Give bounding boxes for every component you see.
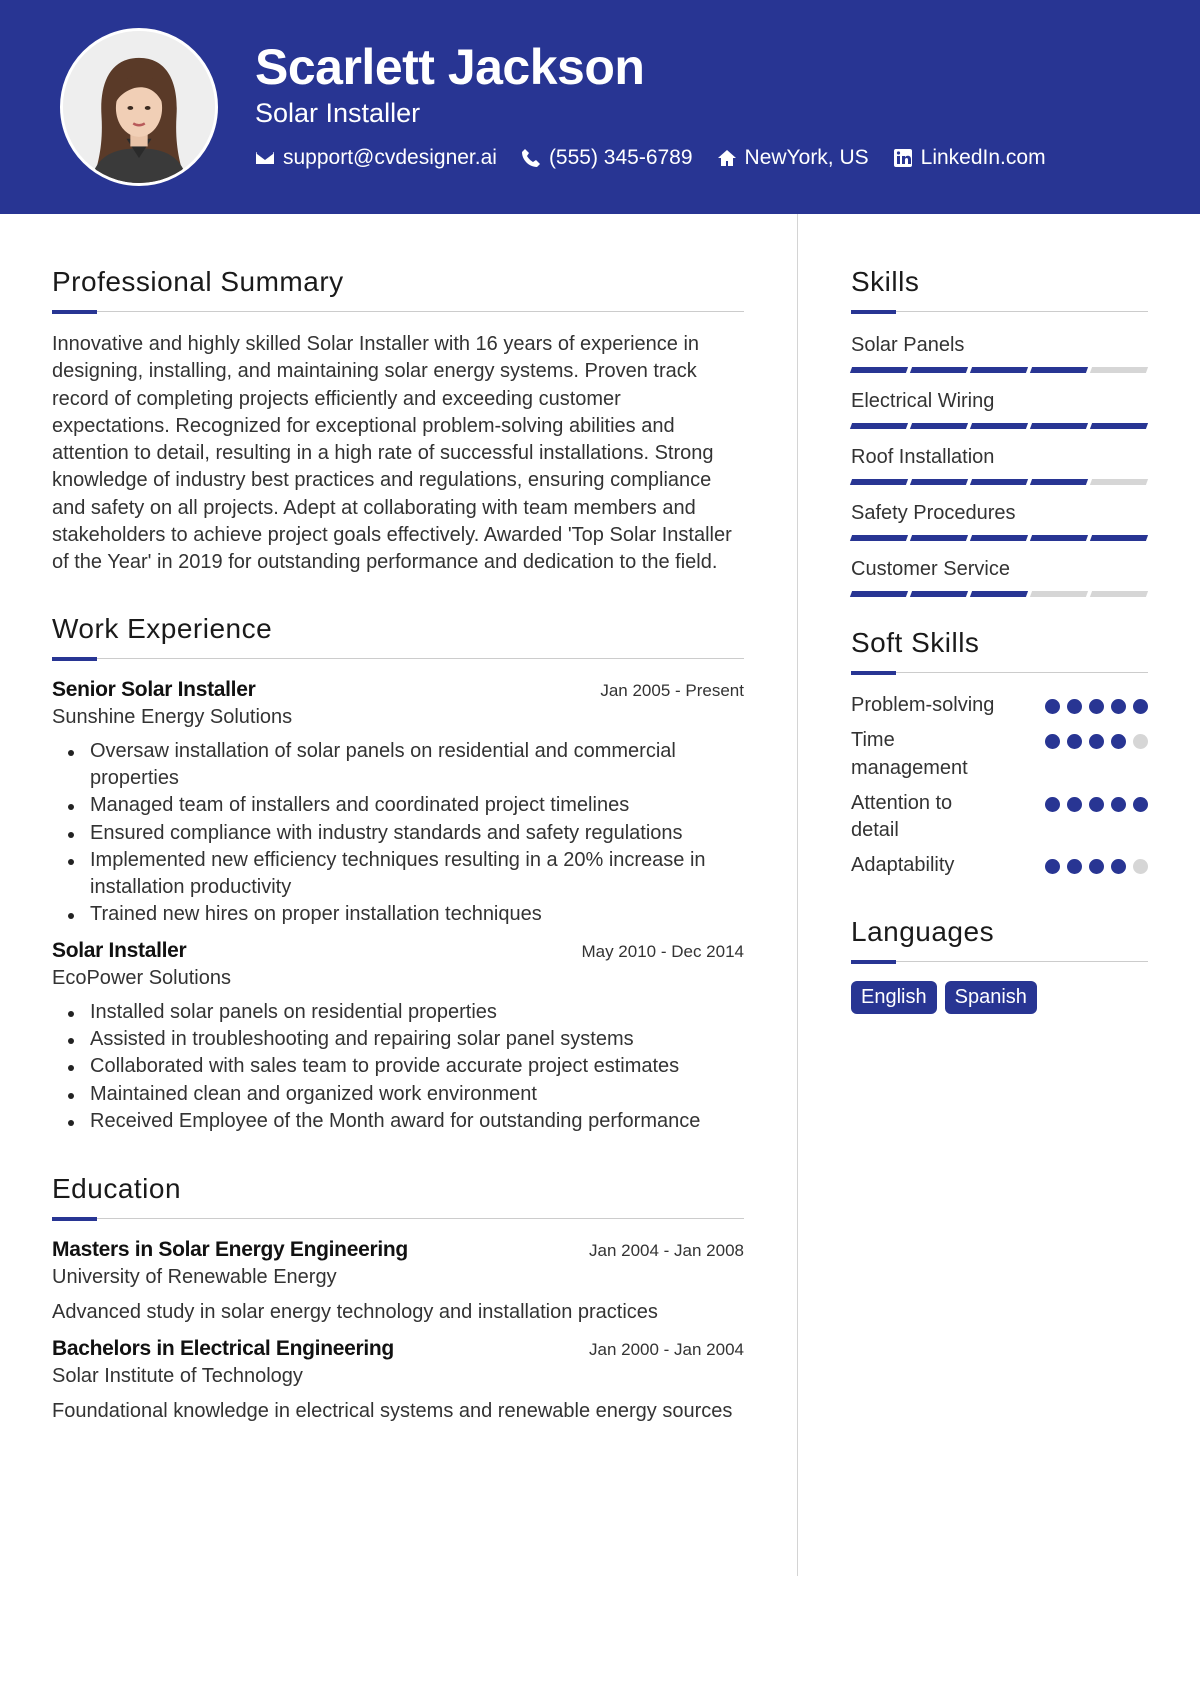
- education-description: Foundational knowledge in electrical systems and renewable energy sources: [52, 1399, 733, 1422]
- rating-dot: [1045, 734, 1060, 749]
- skill-name: Customer Service: [851, 558, 1010, 580]
- skill-level-bar: [851, 479, 1148, 485]
- list-item: Managed team of installers and coordinated project timelines: [52, 792, 744, 819]
- job-title: Solar Installer: [255, 98, 421, 128]
- language-tags: [851, 981, 1148, 1014]
- header-banner: [0, 0, 1200, 214]
- section-rule: [52, 310, 744, 313]
- contact-linkedin[interactable]: [893, 146, 1046, 170]
- skill-level-segment: [970, 535, 1028, 541]
- skill-level-segment: [970, 367, 1028, 373]
- skill-level-segment: [910, 423, 968, 429]
- skill-item: [851, 555, 1148, 597]
- skill-level-segment: [1030, 535, 1088, 541]
- skill-level-segment: [1090, 367, 1148, 373]
- contact-email-text: support@cvdesigner.ai: [283, 146, 497, 169]
- soft-skill-rating: [1045, 797, 1148, 812]
- summary-text: Innovative and highly skilled Solar Installer with 16 years of experience in designing, installing, and maintaining solar energy systems. Proven track record of completing projects efficiently and exceeding customer expectations. Recognized for exceptional problem-solving abilities and attention to detail, resulting in a high rate of successful installations. Strong knowledge of industry best practices and regulations, ensuring compliance and safety on all projects. Adept at collaborating with team members and stakeholders to achieve project goals effectively. Awarded 'Top Solar Installer of the Year' in 2019 for outstanding performance and dedication to the field.: [52, 333, 732, 574]
- contact-location: [717, 146, 869, 170]
- list-item: Installed solar panels on residential properties: [52, 999, 744, 1026]
- soft-skill-name: Problem-solving: [851, 694, 995, 716]
- soft-skill-name: Adaptability: [851, 854, 955, 877]
- job-bullets: [52, 738, 744, 929]
- list-item: Implemented new efficiency techniques resulting in a 20% increase in installation productivity: [52, 847, 744, 902]
- section-rule: [851, 310, 1148, 313]
- skill-name: Safety Procedures: [851, 502, 1016, 524]
- list-item: Trained new hires on proper installation techniques: [52, 901, 744, 928]
- education-entry: [52, 1238, 744, 1326]
- rating-dot: [1111, 734, 1126, 749]
- skill-level-segment: [970, 591, 1028, 597]
- contact-phone[interactable]: [521, 146, 693, 170]
- section-title: Education: [52, 1173, 182, 1205]
- skill-level-segment: [910, 591, 968, 597]
- rating-dot: [1133, 859, 1148, 874]
- skill-item: [851, 443, 1148, 485]
- rating-dot: [1133, 797, 1148, 812]
- list-item: Received Employee of the Month award for outstanding performance: [52, 1108, 744, 1135]
- soft-skill-rating: [1045, 859, 1148, 874]
- profile-photo: [63, 31, 215, 183]
- education-section: [52, 1169, 744, 1425]
- degree-name: Bachelors in Electrical Engineering: [52, 1336, 394, 1360]
- skill-level-segment: [910, 479, 968, 485]
- soft-skill-item: [851, 852, 1148, 879]
- skill-name: Solar Panels: [851, 334, 965, 356]
- skill-name: Roof Installation: [851, 446, 995, 468]
- home-icon: [717, 148, 737, 168]
- contact-email[interactable]: [255, 146, 497, 170]
- education-description: Advanced study in solar energy technology and installation practices: [52, 1301, 658, 1324]
- rating-dot: [1045, 859, 1060, 874]
- skill-level-segment: [910, 535, 968, 541]
- skill-name: Electrical Wiring: [851, 390, 995, 412]
- rating-dot: [1067, 797, 1082, 812]
- section-rule: [52, 657, 744, 660]
- section-rule: [851, 960, 1148, 963]
- rating-dot: [1133, 734, 1148, 749]
- contact-list: [255, 146, 1046, 170]
- skill-level-segment: [1030, 423, 1088, 429]
- soft-skill-item: [851, 790, 1148, 845]
- section-title: Soft Skills: [851, 627, 980, 658]
- education-dates: Jan 2000 - Jan 2004: [588, 1339, 744, 1359]
- rating-dot: [1067, 734, 1082, 749]
- languages-section: [851, 912, 1148, 1014]
- soft-skill-name: Time management: [851, 729, 968, 779]
- contact-location-text: NewYork, US: [744, 146, 869, 169]
- list-item: Maintained clean and organized work environment: [52, 1081, 744, 1108]
- skill-level-segment: [1090, 423, 1148, 429]
- school-name: University of Renewable Energy: [52, 1266, 337, 1289]
- skill-level-segment: [850, 367, 908, 373]
- skill-level-segment: [1090, 479, 1148, 485]
- summary-section: [52, 262, 744, 577]
- section-title: Skills: [851, 266, 920, 297]
- contact-linkedin-text: LinkedIn.com: [920, 146, 1046, 169]
- main-column: [52, 262, 744, 1435]
- job-dates: May 2010 - Dec 2014: [581, 941, 744, 961]
- soft-skill-item: [851, 692, 1148, 719]
- skill-level-bar: [851, 591, 1148, 597]
- rating-dot: [1111, 797, 1126, 812]
- skill-level-segment: [1090, 591, 1148, 597]
- soft-skill-rating: [1045, 734, 1148, 749]
- job-company: EcoPower Solutions: [52, 966, 231, 989]
- rating-dot: [1067, 859, 1082, 874]
- rating-dot: [1111, 859, 1126, 874]
- side-column: [851, 262, 1148, 1014]
- job-role: Solar Installer: [52, 938, 187, 962]
- rating-dot: [1089, 797, 1104, 812]
- list-item: Oversaw installation of solar panels on residential and commercial properties: [52, 738, 744, 793]
- education-entry: [52, 1337, 744, 1425]
- section-rule: [851, 671, 1148, 674]
- skills-list: [851, 331, 1148, 597]
- section-title: Professional Summary: [52, 266, 344, 297]
- column-divider: [797, 214, 798, 1576]
- job-entry: [52, 939, 744, 1135]
- school-name: Solar Institute of Technology: [52, 1364, 303, 1387]
- degree-name: Masters in Solar Energy Engineering: [52, 1238, 408, 1262]
- linkedin-icon: [893, 148, 913, 168]
- skill-level-segment: [970, 423, 1028, 429]
- skills-section: [851, 262, 1148, 597]
- candidate-name: Scarlett Jackson: [255, 39, 645, 95]
- education-dates: Jan 2004 - Jan 2008: [588, 1241, 744, 1261]
- list-item: Ensured compliance with industry standards and safety regulations: [52, 820, 744, 847]
- envelope-icon: [255, 148, 275, 168]
- skill-level-segment: [850, 591, 908, 597]
- skill-item: [851, 499, 1148, 541]
- section-title: Work Experience: [52, 612, 273, 644]
- skill-level-bar: [851, 367, 1148, 373]
- job-entry: [52, 678, 744, 929]
- rating-dot: [1089, 699, 1104, 714]
- rating-dot: [1111, 699, 1126, 714]
- rating-dot: [1089, 859, 1104, 874]
- rating-dot: [1045, 699, 1060, 714]
- soft-skill-item: [851, 727, 1148, 782]
- skill-item: [851, 331, 1148, 373]
- skill-level-bar: [851, 423, 1148, 429]
- skill-level-segment: [1030, 591, 1088, 597]
- rating-dot: [1089, 734, 1104, 749]
- skill-level-segment: [850, 535, 908, 541]
- list-item: Collaborated with sales team to provide accurate project estimates: [52, 1053, 744, 1080]
- skill-level-segment: [970, 479, 1028, 485]
- skill-level-segment: [850, 423, 908, 429]
- soft-skill-rating: [1045, 699, 1148, 714]
- skill-level-bar: [851, 535, 1148, 541]
- experience-section: [52, 609, 744, 1136]
- job-company: Sunshine Energy Solutions: [52, 705, 293, 728]
- job-role: Senior Solar Installer: [52, 677, 256, 701]
- contact-phone-text: (555) 345-6789: [548, 146, 693, 169]
- rating-dot: [1045, 797, 1060, 812]
- job-bullets: [52, 999, 744, 1135]
- job-dates: Jan 2005 - Present: [600, 680, 744, 700]
- avatar: [60, 28, 218, 186]
- skill-level-segment: [1090, 535, 1148, 541]
- soft-skills-section: [851, 623, 1148, 880]
- section-rule: [52, 1217, 744, 1220]
- section-title: Languages: [851, 915, 995, 947]
- language-tag: English: [851, 981, 937, 1014]
- skill-level-segment: [1030, 479, 1088, 485]
- language-tag: Spanish: [945, 981, 1037, 1014]
- phone-icon: [521, 148, 541, 168]
- list-item: Assisted in troubleshooting and repairing solar panel systems: [52, 1026, 744, 1053]
- skill-level-segment: [850, 479, 908, 485]
- rating-dot: [1133, 699, 1148, 714]
- soft-skill-name: Attention to detail: [851, 791, 953, 842]
- skill-level-segment: [910, 367, 968, 373]
- skill-item: [851, 387, 1148, 429]
- skill-level-segment: [1030, 367, 1088, 373]
- rating-dot: [1067, 699, 1082, 714]
